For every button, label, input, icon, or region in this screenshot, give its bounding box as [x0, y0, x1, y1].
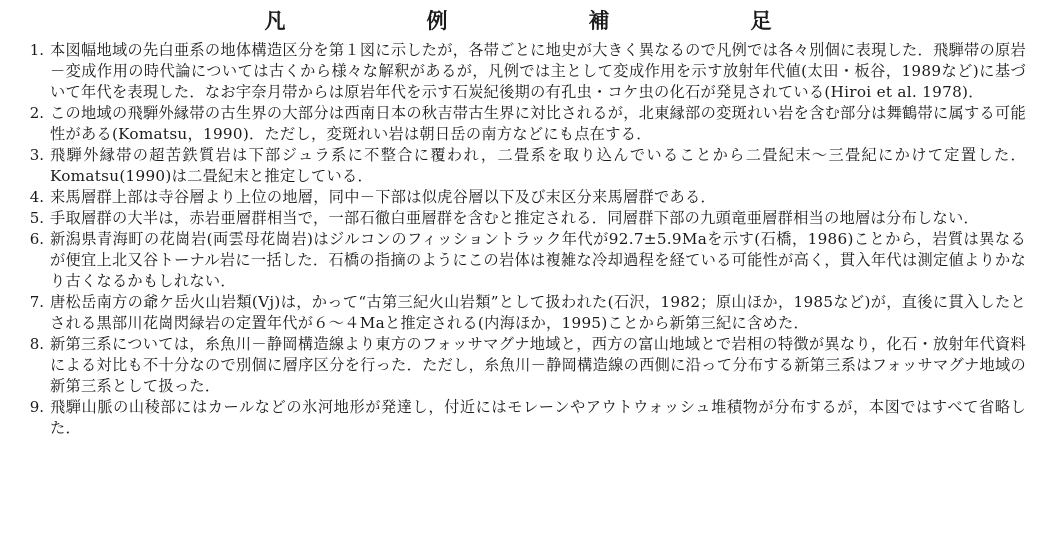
note-number: 8. [29, 335, 44, 353]
note-item-6 [10, 229, 1026, 292]
note-number: 5. [29, 209, 44, 227]
note-item-5 [10, 208, 1026, 229]
note-number: 2. [29, 104, 44, 122]
note-number: 6. [29, 230, 44, 248]
note-number: 4. [29, 188, 44, 206]
note-item-2 [10, 103, 1026, 145]
note-item-8 [10, 334, 1026, 397]
note-text: 新第三系については，糸魚川－静岡構造線より東方のフォッサマグナ地域と，西方の富山地域とで岩相の特徴が異なり，化石・放射年代資料による対比も不十分なので別個に層序区分を行った．ただし，糸魚川－静岡構造線の西側に沿って分布する新第三系はフォッサマグナ地域の新第三系として扱った． [50, 335, 1026, 395]
note-number: 3. [29, 146, 44, 164]
note-number: 1. [29, 41, 44, 59]
note-number: 9. [29, 398, 44, 416]
note-text: 手取層群の大半は，赤岩亜層群相当で，一部石徹白亜層群を含むと推定される．同層群下部の九頭竜亜層群相当の地層は分布しない． [50, 209, 979, 227]
note-text: この地域の飛騨外縁帯の古生界の大部分は西南日本の秋吉帯古生界に対比されるが，北東縁部の変斑れい岩を含む部分は舞鶴帯に属する可能性がある(Komatsu，1990)．ただし，変斑れい岩は朝日岳の南方などにも点在する． [50, 104, 1026, 143]
note-text: 唐松岳南方の爺ケ岳火山岩類(Vj)は，かって“古第三紀火山岩類”として扱われた(石沢，1982；原山ほか，1985など)が，直後に貫入したとされる黒部川花崗閃緑岩の定置年代が６～４Maと推定される(内海ほか，1995)ことから新第三紀に含めた． [50, 293, 1026, 332]
note-item-7 [10, 292, 1026, 334]
note-number: 7. [29, 293, 44, 311]
note-text: 来馬層群上部は寺谷層より上位の地層，同中－下部は似虎谷層以下及び末区分来馬層群である． [50, 188, 716, 206]
note-text: 飛騨外縁帯の超苦鉄質岩は下部ジュラ系に不整合に覆われ，二畳系を取り込んでいることから二畳紀末～三畳紀にかけて定置した．Komatsu(1990)は二畳紀末と推定している． [50, 146, 1026, 185]
page-title: 凡 例 補 足 [264, 8, 832, 33]
note-item-1 [10, 40, 1026, 103]
note-text: 新潟県青海町の花崗岩(両雲母花崗岩)はジルコンのフィッショントラック年代が92.7±5.9Maを示す(石橋，1986)ことから，岩質は異なるが便宜上北又谷トーナル岩に一括した．石橋の指摘のようにこの岩体は複雑な冷却過程を経ている可能性が高く，貫入年代は測定値よりかなり古くなるかもしれない． [50, 230, 1026, 290]
notes-list [10, 40, 1026, 439]
note-item-4 [10, 187, 1026, 208]
note-text: 本図幅地域の先白亜系の地体構造区分を第１図に示したが，各帯ごとに地史が大きく異なるので凡例では各々別個に表現した．飛騨帯の原岩－変成作用の時代論については古くから様々な解釈があるが，凡例では主として変成作用を示す放射年代値(太田・板谷，1989など)に基づいて年代を表現した．なお宇奈月帯からは原岩年代を示す石炭紀後期の有孔虫・コケ虫の化石が発見されている(Hiroi et al. 1978)． [50, 41, 1026, 101]
note-item-3 [10, 145, 1026, 187]
note-text: 飛騨山脈の山稜部にはカールなどの氷河地形が発達し，付近にはモレーンやアウトウォッシュ堆積物が分布するが，本図ではすべて省略した． [50, 398, 1026, 437]
note-item-9 [10, 397, 1026, 439]
